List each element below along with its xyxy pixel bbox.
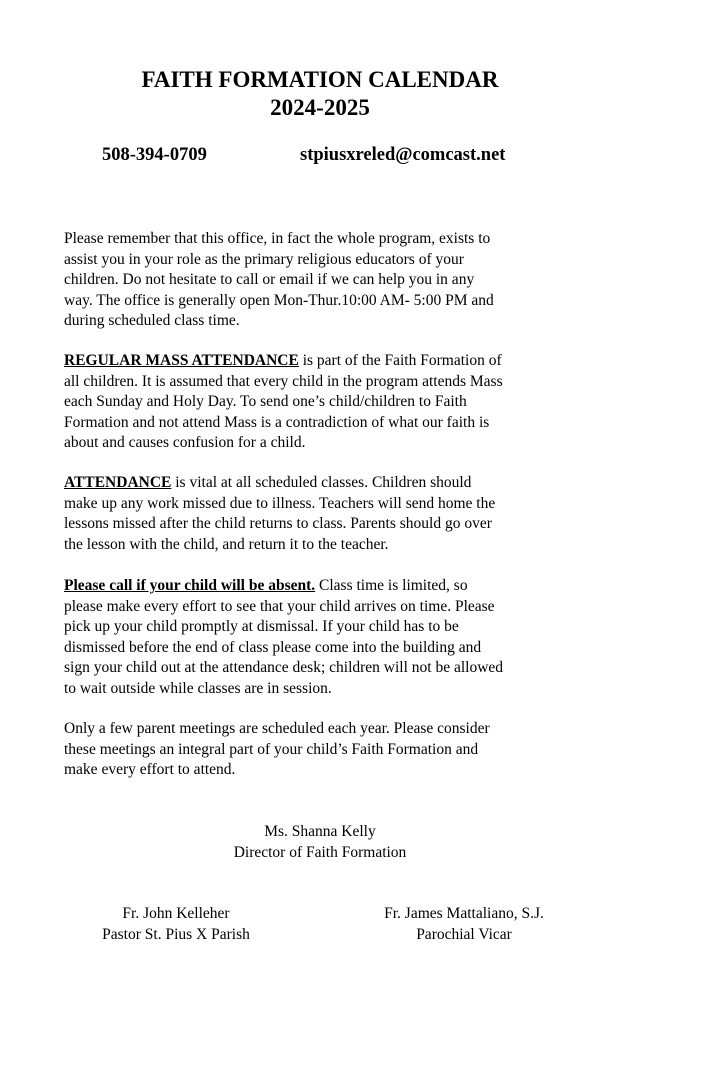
paragraph-text: is vital at all scheduled classes. Children should: [171, 474, 472, 491]
pastor-signature-block: [60, 904, 292, 945]
paragraph-line: the lesson with the child, and return it to the teacher.: [64, 535, 389, 553]
parent-meetings-paragraph: [64, 719, 584, 781]
intro-paragraph: [64, 229, 584, 332]
paragraph-line: make up any work missed due to illness. Teachers will send home the: [64, 494, 496, 512]
paragraph-line: pick up your child promptly at dismissal. If your child has to be: [64, 618, 459, 635]
attendance-heading: ATTENDANCE: [64, 474, 172, 491]
paragraph-line: each Sunday and Holy Day. To send one’s child/children to Faith: [64, 393, 467, 410]
paragraph-line: way. The office is generally open Mon-Thur.10:00 AM- 5:00 PM and: [64, 291, 494, 309]
paragraph-line: [64, 473, 584, 494]
paragraph-line: [64, 576, 584, 597]
paragraph-line: lessons missed after the child returns to class. Parents should go over: [64, 515, 492, 532]
paragraph-line: Only a few parent meetings are scheduled each year. Please consider: [64, 720, 490, 737]
paragraph-line: assist you in your role as the primary religious educators of your: [64, 250, 464, 268]
email-address: stpiusxreled@comcast.net: [300, 145, 506, 165]
paragraph-line: these meetings an integral part of your child’s Faith Formation and: [64, 740, 479, 758]
mass-attendance-paragraph: [64, 351, 584, 454]
paragraph-line: sign your child out at the attendance desk; children will not be allowed: [64, 659, 504, 676]
paragraph-line: [64, 351, 584, 372]
vicar-name: Fr. James Mattaliano, S.J.: [384, 905, 544, 922]
paragraph-line: to wait outside while classes are in session.: [64, 679, 332, 697]
absence-heading: Please call if your child will be absent.: [64, 577, 316, 594]
director-signature-block: [170, 822, 470, 863]
director-title: Director of Faith Formation: [233, 843, 407, 861]
paragraph-line: children. Do not hesitate to call or email if we can help you in any: [64, 271, 475, 288]
paragraph-text: Class time is limited, so: [315, 577, 468, 594]
page-subtitle-year: 2024-2025: [270, 95, 370, 120]
paragraph-line: Please remember that this office, in fact the whole program, exists to: [64, 230, 491, 247]
paragraph-line: all children. It is assumed that every child in the program attends Mass: [64, 372, 503, 390]
director-name: Ms. Shanna Kelly: [264, 823, 376, 840]
attendance-paragraph: [64, 473, 584, 555]
vicar-title: Parochial Vicar: [416, 925, 512, 943]
phone-number: 508-394-0709: [102, 145, 207, 165]
paragraph-line: about and causes confusion for a child.: [64, 434, 306, 451]
paragraph-line: make every effort to attend.: [64, 761, 236, 778]
paragraph-text: is part of the Faith Formation of: [298, 352, 502, 369]
page-title: FAITH FORMATION CALENDAR: [141, 67, 499, 92]
pastor-title: Pastor St. Pius X Parish: [102, 925, 250, 943]
paragraph-line: dismissed before the end of class please come into the building and: [64, 638, 482, 656]
absence-paragraph: [64, 576, 584, 699]
paragraph-line: please make every effort to see that your child arrives on time. Please: [64, 597, 495, 615]
paragraph-line: during scheduled class time.: [64, 312, 240, 329]
paragraph-line: Formation and not attend Mass is a contradiction of what our faith is: [64, 413, 490, 431]
vicar-signature-block: [344, 904, 584, 945]
mass-attendance-heading: REGULAR MASS ATTENDANCE: [64, 352, 299, 369]
pastor-name: Fr. John Kelleher: [122, 905, 230, 922]
